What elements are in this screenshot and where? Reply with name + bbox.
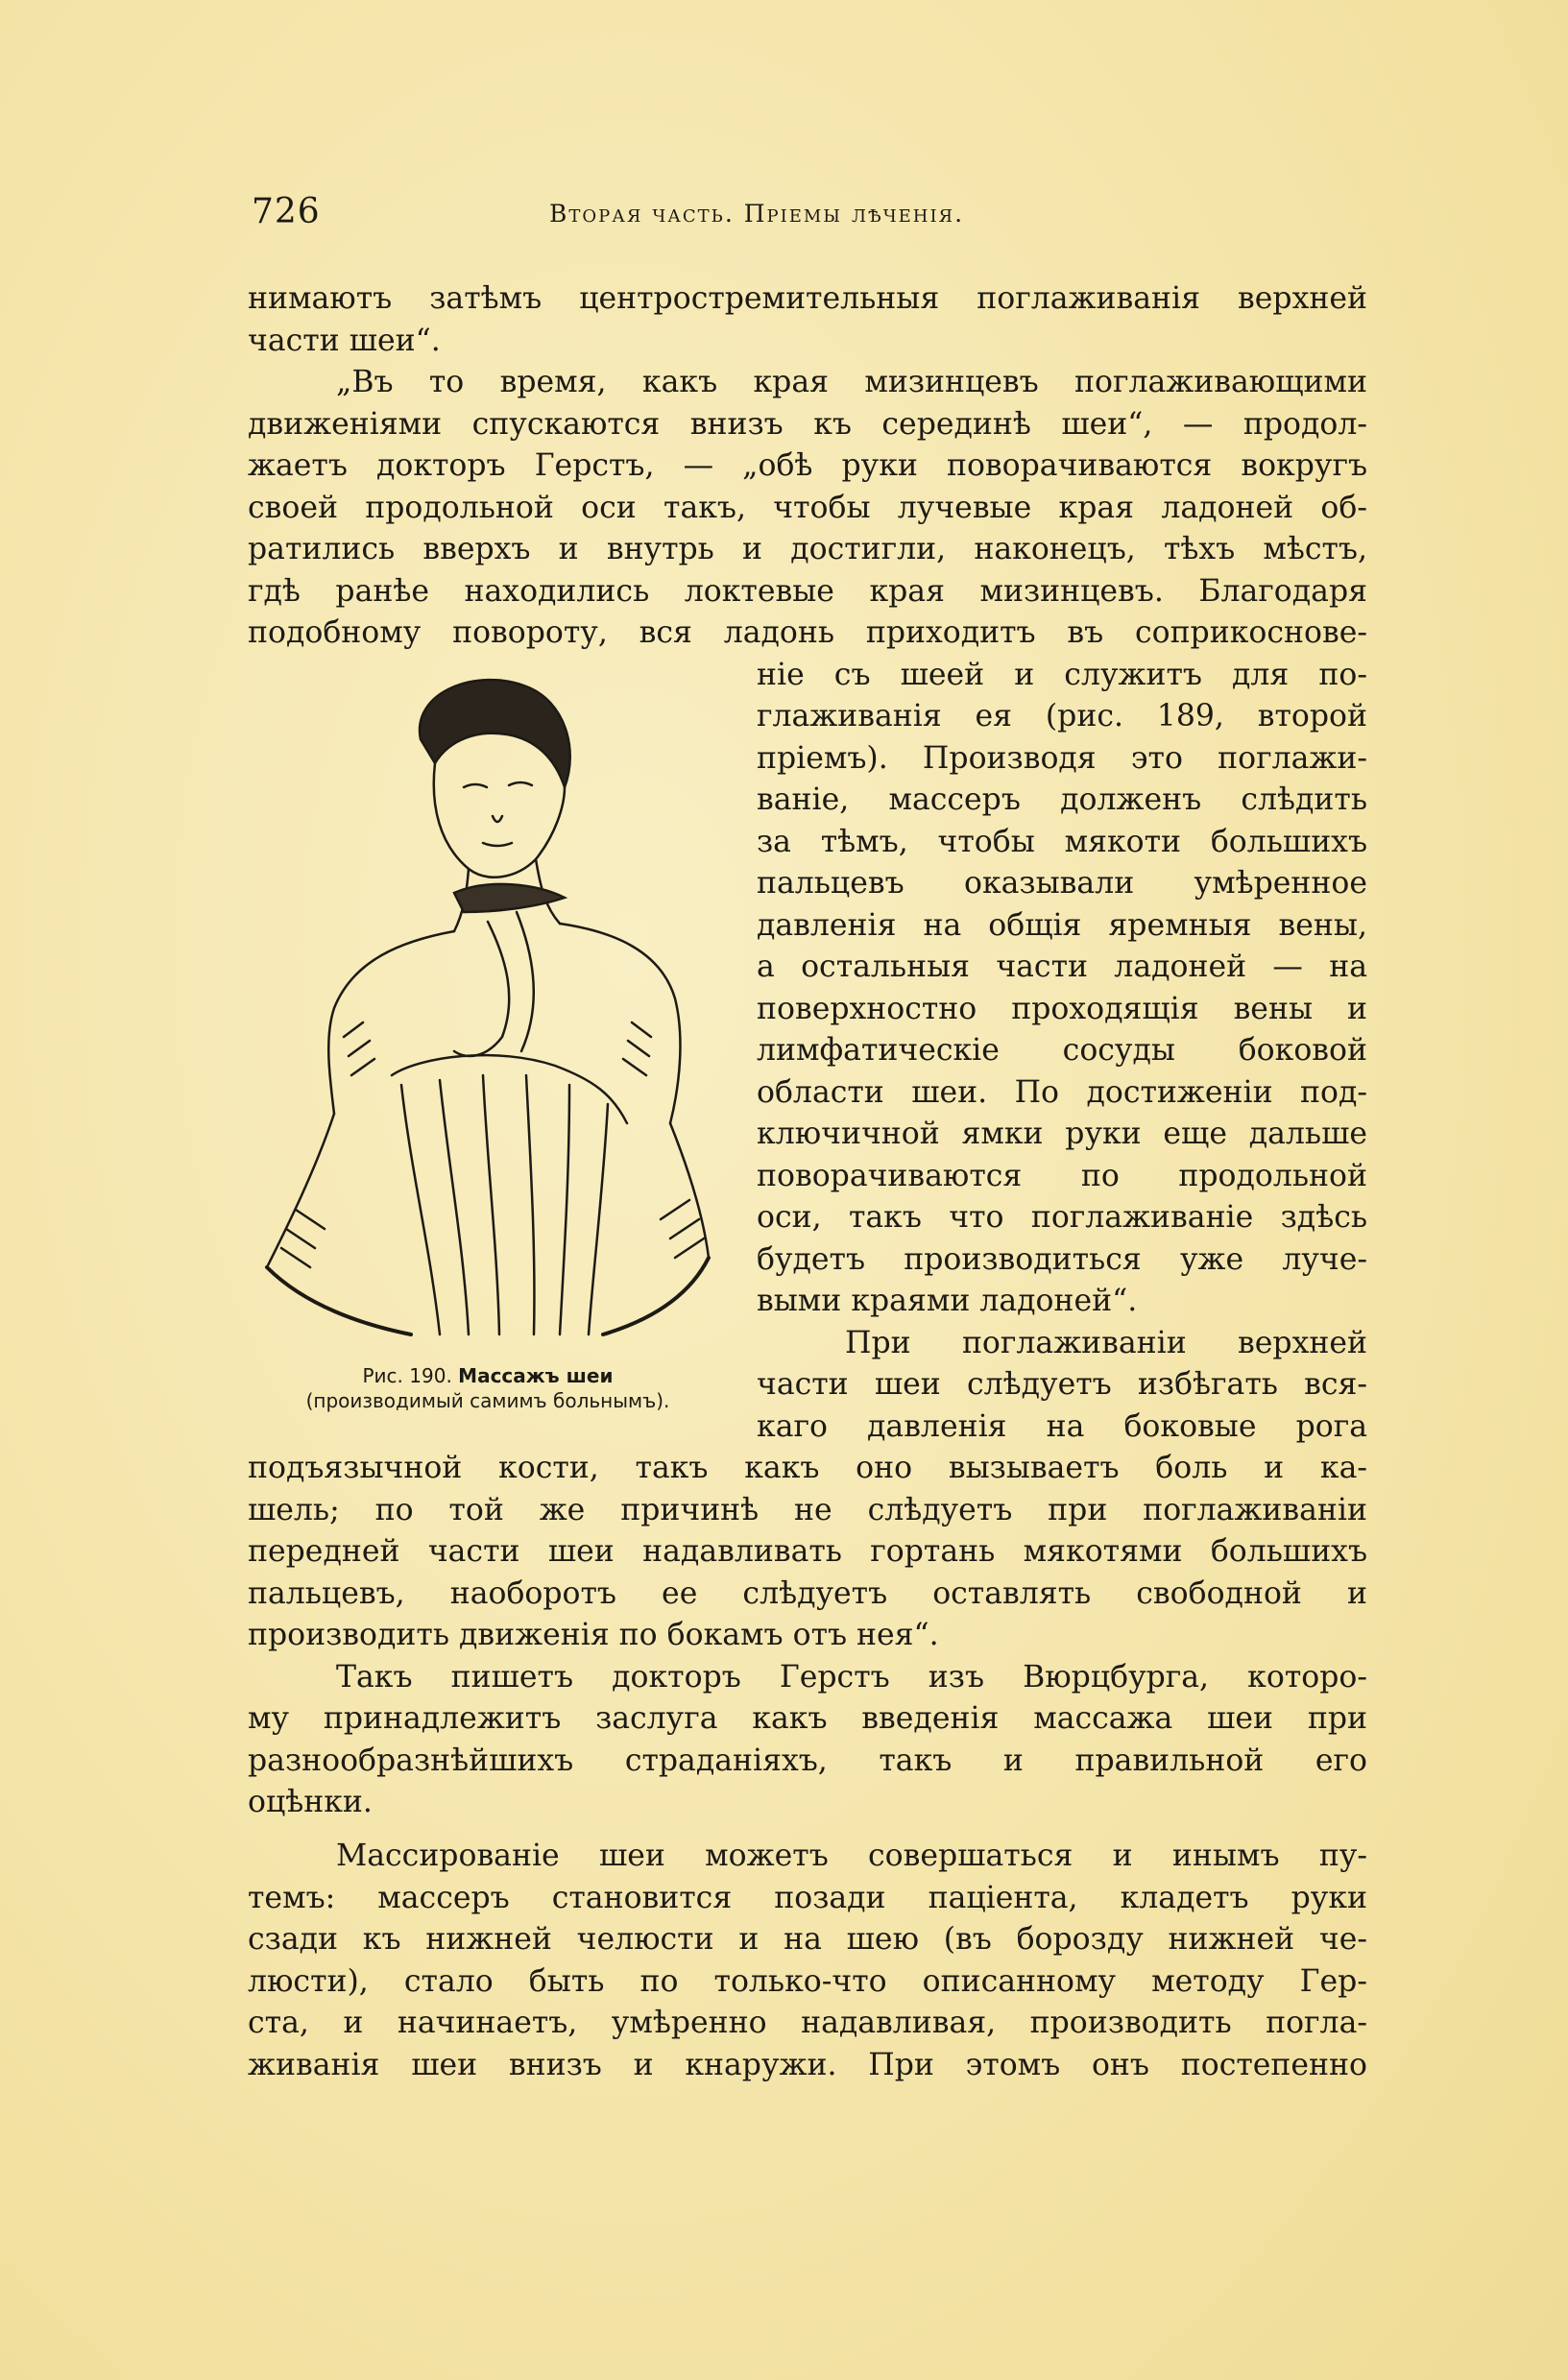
caption-note: (производимый самимъ больнымъ). <box>305 1389 670 1412</box>
text-line: лимфатическіе сосуды боковой <box>757 1033 1367 1068</box>
text-line: гдѣ ранѣе находились локтевые края мизинцевъ. Благодаря <box>248 573 1367 609</box>
text-line: области шеи. По достиженіи под- <box>757 1074 1367 1110</box>
text-line: темъ: массеръ становится позади паціента, кладетъ руки <box>248 1880 1367 1915</box>
text-line: оцѣнки. <box>248 1785 373 1819</box>
text-line: поверхностно проходящія вены и <box>757 991 1367 1026</box>
page-header <box>252 192 1365 240</box>
text-line: пріемъ). Производя это поглажи- <box>757 740 1367 776</box>
text-line: движеніями спускаются внизъ къ серединѣ шеи“, — продол- <box>248 406 1367 442</box>
text-line: Такъ пишетъ докторъ Герстъ изъ Вюрцбурга, которо- <box>336 1659 1367 1695</box>
text-line: глаживанія ея (рис. 189, второй <box>757 699 1367 733</box>
text-line: му принадлежитъ заслуга какъ введенія массажа шеи при <box>248 1701 1367 1736</box>
figure-caption <box>248 1363 728 1413</box>
text-line: ратились вверхъ и внутрь и достигли, наконецъ, тѣхъ мѣстъ, <box>248 532 1367 566</box>
text-line: пальцевъ, наоборотъ ее слѣдуетъ оставлять свободной и <box>248 1575 1367 1611</box>
neck-massage-illustration <box>248 672 728 1344</box>
text-line: При поглаживаніи верхней <box>845 1325 1367 1360</box>
text-line: своей продольной оси такъ, чтобы лучевые края ладоней об- <box>248 490 1367 525</box>
right-column <box>757 655 1367 1449</box>
text-line: подъязычной кости, такъ какъ оно вызываетъ боль и ка- <box>248 1451 1367 1485</box>
text-line: выми краями ладоней“. <box>757 1284 1138 1318</box>
text-line: жаетъ докторъ Герстъ, — „обѣ руки поворачиваются вокругъ <box>248 448 1367 483</box>
text-line: за тѣмъ, чтобы мякоти большихъ <box>757 824 1367 859</box>
text-line: Массированіе шеи можетъ совершаться и инымъ пу- <box>336 1839 1367 1873</box>
text-line: шель; по той же причинѣ не слѣдуетъ при поглаживаніи <box>248 1492 1367 1527</box>
caption-label: Рис. 190. <box>362 1364 452 1387</box>
text-line: люсти), стало быть по только-что описанному методу Гер- <box>248 1963 1367 1999</box>
text-line: ключичной ямки руки еще дальше <box>757 1117 1367 1151</box>
text-line: нимаютъ затѣмъ центростремительныя поглаживанія верхней <box>248 281 1367 316</box>
text-line: подобному повороту, вся ладонь приходитъ въ соприкоснове- <box>248 615 1367 650</box>
running-head: Вторая часть. Пріемы лѣченія. <box>549 200 965 228</box>
text-line: ста, и начинаетъ, умѣренно надавливая, производить погла- <box>248 2006 1367 2040</box>
text-line: разнообразнѣйшихъ страданіяхъ, такъ и правильной его <box>248 1743 1367 1778</box>
text-line: оси, такъ что поглаживаніе здѣсь <box>757 1200 1367 1235</box>
text-line: будетъ производиться уже луче- <box>757 1241 1367 1277</box>
text-line: сзади къ нижней челюсти и на шею (въ борозду нижней че- <box>248 1922 1367 1957</box>
text-line: передней части шеи надавливать гортань мякотями большихъ <box>248 1534 1367 1569</box>
text-line: живанія шеи внизъ и кнаружи. При этомъ онъ постепенно <box>248 2047 1367 2082</box>
text-line: части шеи“. <box>248 323 441 358</box>
text-line: пальцевъ оказывали умѣренное <box>757 866 1367 901</box>
page-number: 726 <box>252 192 321 231</box>
text-line: „Въ то время, какъ края мизинцевъ поглаживающими <box>336 365 1367 399</box>
caption-title: Массажъ шеи <box>458 1364 614 1387</box>
text-line: производить движенія по бокамъ отъ нея“. <box>248 1618 939 1652</box>
text-line: ваніе, массеръ долженъ слѣдить <box>757 782 1367 817</box>
text-line: давленія на общія яремныя вены, <box>757 907 1367 943</box>
text-line: а остальныя части ладоней — на <box>757 950 1367 984</box>
text-line: части шеи слѣдуетъ избѣгать вся- <box>757 1367 1367 1402</box>
text-line: каго давленія на боковые рога <box>757 1408 1367 1444</box>
text-line: ніе съ шеей и служитъ для по- <box>757 657 1367 692</box>
text-line: поворачиваются по продольной <box>757 1158 1367 1193</box>
figure-illustration <box>248 672 728 1430</box>
